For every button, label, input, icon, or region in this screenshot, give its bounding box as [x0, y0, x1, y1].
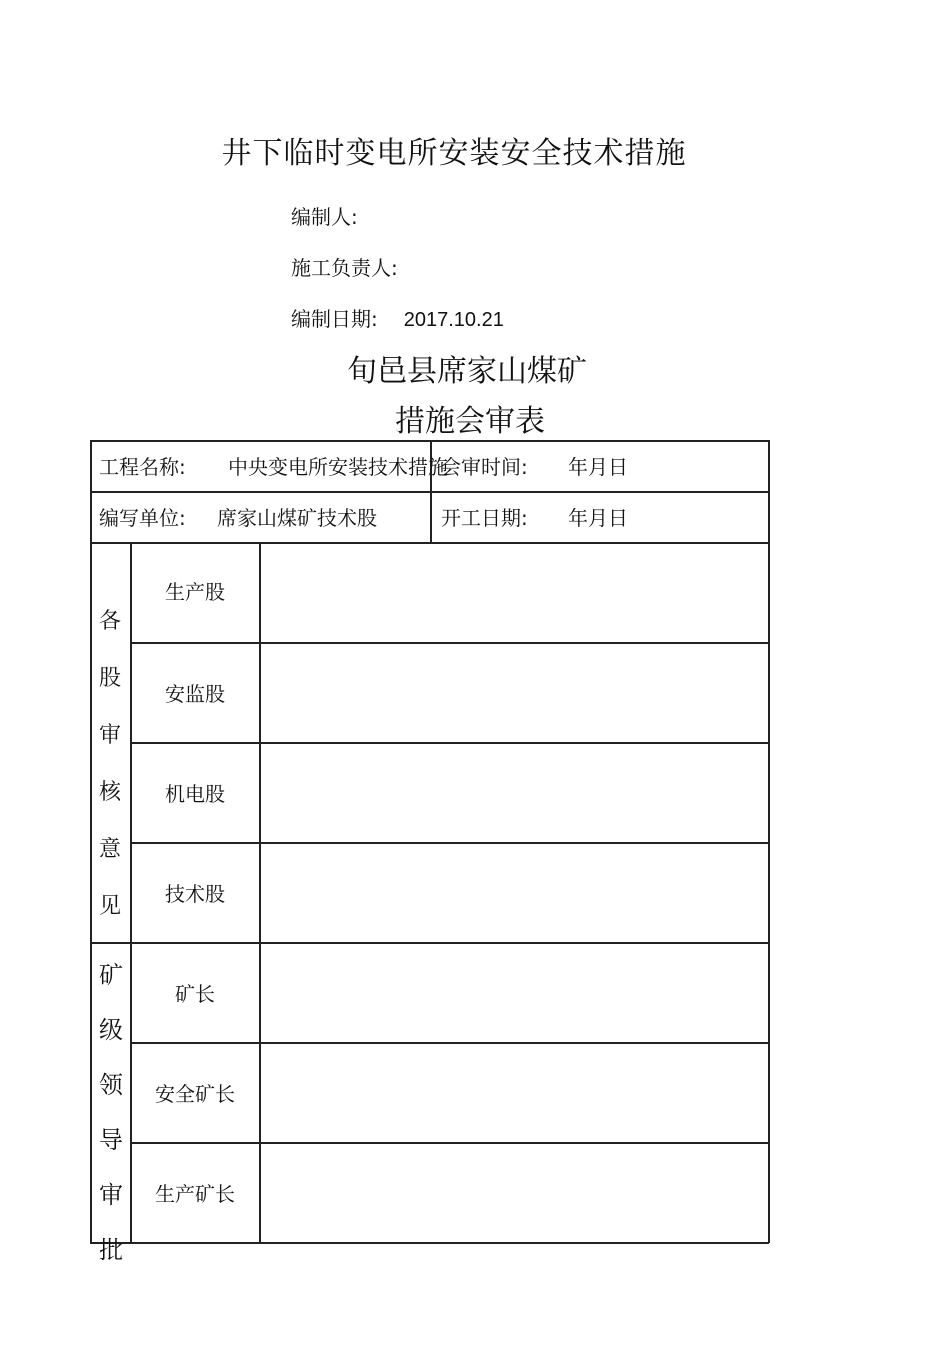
heading-char: 股: [98, 666, 121, 691]
heading-char: 核: [98, 780, 121, 805]
dept-label: 技术股: [165, 882, 225, 906]
dept-row-technical: [131, 843, 259, 942]
compiling-unit-label: 编写单位:: [99, 506, 186, 530]
heading-char: 导: [99, 1126, 123, 1154]
heading-char: 领: [99, 1071, 123, 1099]
compiling-unit-value: 席家山煤矿技术股: [217, 506, 377, 530]
document-title: 井下临时变电所安装安全技术措施: [221, 136, 687, 171]
project-name-label: 工程名称:: [99, 455, 186, 479]
heading-char: 级: [99, 1016, 123, 1044]
dept-row-electromech: [131, 743, 259, 842]
start-date-value: 年月日: [568, 506, 628, 530]
section-dept-review-heading: [96, 604, 124, 920]
opinion-cell[interactable]: [261, 543, 767, 641]
construction-lead-label: 施工负责人:: [291, 256, 398, 280]
dept-label: 机电股: [165, 782, 225, 806]
mine-name: 旬邑县席家山煤矿: [347, 354, 587, 389]
approval-cell[interactable]: [261, 943, 767, 1041]
leader-label: 安全矿长: [155, 1082, 235, 1106]
leader-label: 矿长: [175, 982, 215, 1006]
section-leader-approval-heading: [96, 955, 126, 1265]
heading-char: 意: [98, 837, 121, 862]
opinion-cell[interactable]: [261, 643, 767, 741]
dept-label: 生产股: [165, 579, 225, 604]
opinion-cell[interactable]: [261, 743, 767, 841]
heading-char: 审: [98, 723, 121, 748]
review-time-label: 会审时间:: [441, 455, 528, 479]
compile-date-value: 2017.10.21: [403, 309, 504, 331]
form-title: 措施会审表: [395, 404, 545, 439]
construction-lead-field: [291, 252, 424, 281]
compile-date-label: 编制日期:: [291, 307, 378, 331]
table-rule: [90, 440, 92, 1243]
compiler-label: 编制人:: [291, 205, 358, 229]
dept-row-production: [131, 543, 259, 637]
start-date-label: 开工日期:: [441, 506, 528, 530]
compiler-field: [291, 201, 384, 230]
review-time-value: 年月日: [568, 455, 628, 479]
compile-date-field: [291, 303, 504, 332]
approval-cell[interactable]: [261, 1143, 767, 1241]
leader-row-mine-director: [131, 943, 259, 1042]
heading-char: 批: [99, 1236, 123, 1264]
table-rule: [90, 1242, 769, 1244]
heading-char: 审: [99, 1181, 123, 1209]
heading-char: 矿: [99, 961, 123, 989]
opinion-cell[interactable]: [261, 843, 767, 941]
table-rule: [768, 440, 770, 1243]
dept-label: 安监股: [165, 682, 225, 706]
leader-row-safety-director: [131, 1043, 259, 1142]
project-name-value: 中央变电所安装技术措施: [228, 455, 448, 479]
leader-label: 生产矿长: [155, 1182, 235, 1206]
dept-row-safety: [131, 643, 259, 742]
approval-cell[interactable]: [261, 1043, 767, 1141]
leader-row-production-director: [131, 1143, 259, 1242]
heading-char: 见: [98, 894, 121, 919]
heading-char: 各: [98, 609, 121, 634]
